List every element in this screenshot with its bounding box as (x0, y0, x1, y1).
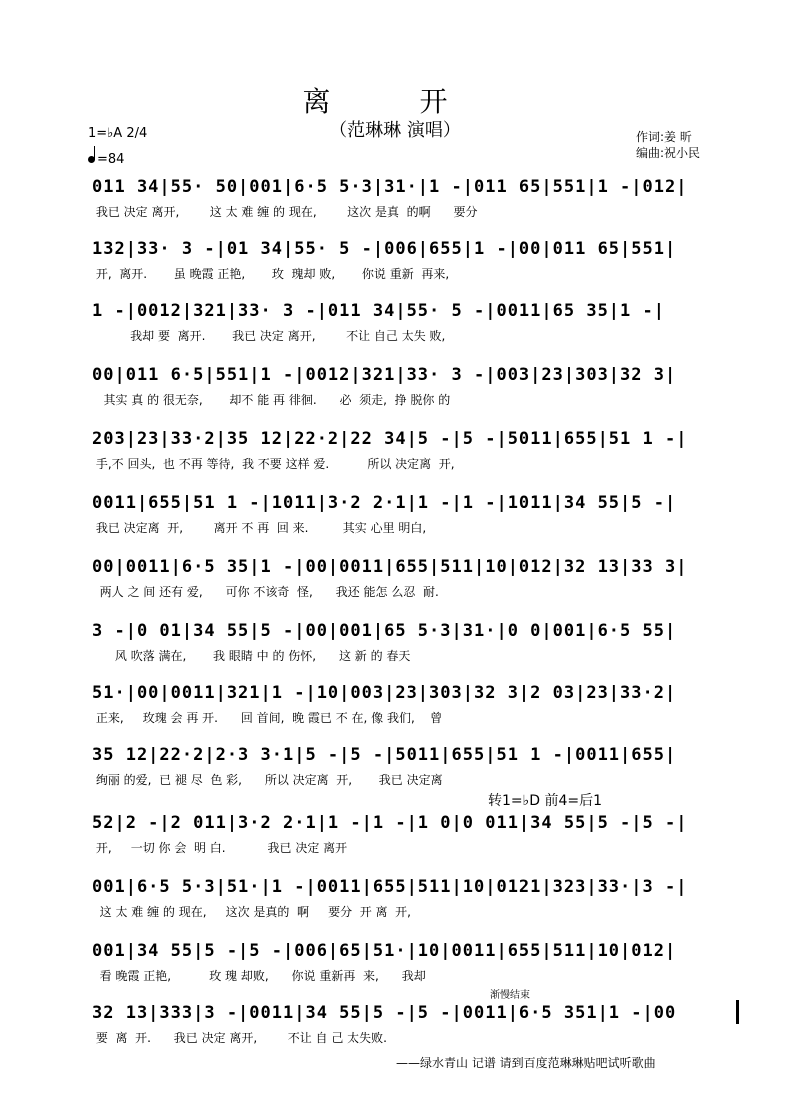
tempo-value: =84 (97, 152, 125, 167)
lyrics-line: 这 太 难 缠 的 现在, 这次 是真的 啊 要分 开 离 开, (92, 905, 411, 919)
notation-line: 1 -|0012|321|33· 3 -|011 34|55· 5 -|0011|65 35|1 -| (92, 301, 665, 321)
lyrics-line: 开, 一切 你 会 明 白. 我已 决定 离开 (92, 841, 348, 855)
tempo-marking (88, 152, 124, 167)
score-row (92, 940, 740, 984)
lyrics-line: 看 晚霞 正艳, 玫 瑰 却败, 你说 重新再 来, 我却 (92, 969, 426, 983)
score-row (92, 492, 740, 536)
lyrics-line: 其实 真 的 很无奈, 却不 能 再 徘徊. 必 须走, 挣 脱你 的 (92, 393, 451, 407)
score-row (92, 428, 740, 472)
notation-line: 52|2 -|2 011|3·2 2·1|1 -|1 -|1 0|0 011|34 55|5 -|5 -| (92, 813, 688, 833)
notation-line: 0011|655|51 1 -|1011|3·2 2·1|1 -|1 -|1011|34 55|5 -| (92, 493, 677, 513)
lyrics-line: 我已 决定 离开, 这 太 难 缠 的 现在, 这次 是真 的啊 要分 (92, 205, 478, 219)
notation-line: 35 12|22·2|2·3 3·1|5 -|5 -|5011|655|51 1 -|0011|655| (92, 745, 677, 765)
key-change-note: 转1=♭D 前4=后1 (488, 793, 603, 809)
transcriber-note: ——绿水青山 记谱 请到百度范琳琳贴吧试听歌曲 (396, 1056, 656, 1070)
score-row (92, 620, 740, 664)
notation-line: 132|33· 3 -|01 34|55· 5 -|006|655|1 -|00|011 65|551| (92, 239, 677, 259)
lyrics-line: 我已 决定离 开, 离开 不 再 回 来. 其实 心里 明白, (92, 521, 427, 535)
score-row (92, 744, 740, 788)
song-title: 离 开 (302, 85, 488, 118)
final-barline (736, 1000, 739, 1024)
score-row (92, 238, 740, 282)
lyrics-line: 绚丽 的爱, 已 褪 尽 色 彩, 所以 决定离 开, 我已 决定离 (92, 773, 443, 787)
lyrics-line: 正来, 玫瑰 会 再 开. 回 首间, 晚 霞已 不 在, 像 我们, 曾 (92, 711, 443, 725)
notation-line: 001|6·5 5·3|51·|1 -|0011|655|511|10|0121|323|33·|3 -| (92, 877, 688, 897)
lyricist-credit: 作词:姜 昕 (636, 130, 692, 144)
lyrics-line: 风 吹落 满在, 我 眼睛 中 的 伤怀, 这 新 的 春天 (92, 649, 411, 663)
score-row (92, 300, 740, 344)
song-subtitle: （范琳琳 演唱） (329, 120, 461, 141)
notation-line: 00|0011|6·5 35|1 -|00|0011|655|511|10|012|32 13|33 3| (92, 557, 688, 577)
notation-line: 001|34 55|5 -|5 -|006|65|51·|10|0011|655|511|10|012| (92, 941, 677, 961)
lyrics-line: 开, 离开. 虽 晚霞 正艳, 玫 瑰却 败, 你说 重新 再来, (92, 267, 450, 281)
notation-line: 00|011 6·5|551|1 -|0012|321|33· 3 -|003|23|303|32 3| (92, 365, 677, 385)
lyrics-line: 两人 之 间 还有 爱, 可你 不该奇 怪, 我还 能怎 么忍 耐. (92, 585, 439, 599)
score-row (92, 1002, 740, 1046)
score-row (92, 876, 740, 920)
score-row (92, 556, 740, 600)
lyrics-line: 我却 要 离开. 我已 决定 离开, 不让 自己 太失 败, (92, 329, 446, 343)
score-row (92, 176, 740, 220)
score-row (92, 364, 740, 408)
notation-line: 011 34|55· 50|001|6·5 5·3|31·|1 -|011 65|551|1 -|012| (92, 177, 688, 197)
score-row (92, 812, 740, 856)
lyrics-line: 手,不 回头, 也 不再 等待, 我 不要 这样 爱. 所以 决定离 开, (92, 457, 455, 471)
composer-credit: 编曲:祝小民 (636, 146, 701, 160)
quarter-note-icon (88, 156, 95, 163)
score-row (92, 682, 740, 726)
fade-out-note: 渐慢结束 (490, 990, 530, 1001)
notation-line: 3 -|0 01|34 55|5 -|00|001|65 5·3|31·|0 0|001|6·5 55| (92, 621, 677, 641)
notation-line: 32 13|333|3 -|0011|34 55|5 -|5 -|0011|6·5 351|1 -|00 (92, 1003, 677, 1023)
notation-line: 51·|00|0011|321|1 -|10|003|23|303|32 3|2 03|23|33·2| (92, 683, 677, 703)
key-signature: 1=♭A 2/4 (88, 126, 148, 141)
notation-line: 203|23|33·2|35 12|22·2|22 34|5 -|5 -|5011|655|51 1 -| (92, 429, 688, 449)
lyrics-line: 要 离 开. 我已 决定 离开, 不让 自 己 太失败. (92, 1031, 387, 1045)
